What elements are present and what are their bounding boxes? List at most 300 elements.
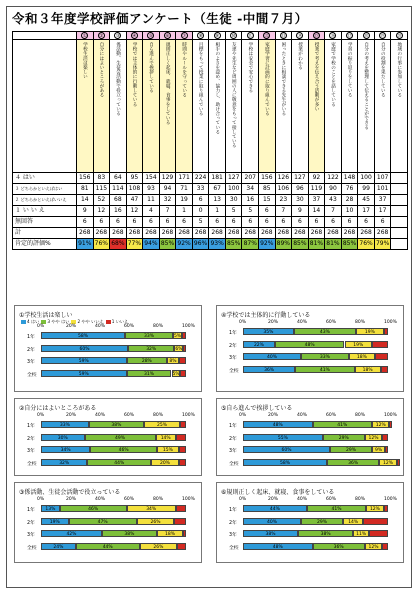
rate-cell: 92%	[259, 239, 276, 250]
bar-row	[27, 530, 186, 538]
bar-segment: 49%	[85, 434, 156, 441]
question-cell	[259, 40, 276, 173]
table-cell: 33	[192, 184, 209, 195]
bar-segment	[180, 421, 186, 428]
table-cell: 119	[308, 184, 325, 195]
question-number: ⑳	[396, 34, 402, 39]
table-cell: 96	[292, 184, 309, 195]
bar-segment: 36%	[327, 459, 379, 466]
question-number: ①	[82, 34, 87, 39]
table-cell: 85	[259, 184, 276, 195]
bar-segment: 11%	[353, 530, 369, 537]
bar-segment: 59%	[41, 357, 127, 364]
table-cell: 6	[341, 217, 358, 228]
question-text: 友達や先生など周囲の人に敬意をもって接している	[231, 42, 237, 148]
table-cell: 156	[77, 173, 94, 184]
axis-tick-label: 100%	[384, 497, 397, 502]
rate-cell: 76%	[358, 239, 375, 250]
table-cell: 17	[358, 206, 375, 217]
axis-tick-label: 20%	[268, 320, 279, 325]
bar-segment: 29%	[323, 434, 365, 441]
bar-row	[27, 543, 186, 551]
question-number-cell	[176, 32, 193, 40]
question-cell	[159, 40, 176, 173]
chart-title: ④学校では主体的に行動している	[221, 312, 311, 319]
question-cell	[374, 40, 391, 173]
question-text: 授業がわかる	[297, 42, 303, 70]
bar-segment	[176, 434, 186, 441]
bar-segment: 24%	[41, 543, 76, 550]
axis-tick-label: 80%	[153, 324, 164, 329]
axis-tick-label: 0%	[239, 320, 247, 325]
header-number-row	[13, 32, 408, 40]
table-cell: 114	[110, 184, 127, 195]
question-text: 地域の行事に参加している	[396, 42, 402, 98]
chart-panel	[14, 482, 202, 563]
row-label: ３ どちらかといえばはい	[13, 184, 77, 195]
legend-item: 4 はい	[21, 319, 39, 325]
question-cell	[93, 40, 110, 173]
category-label: 3年	[27, 360, 35, 365]
bar-segment: 13%	[41, 505, 60, 512]
category-label: 2年	[27, 436, 35, 442]
table-cell: 6	[209, 217, 226, 228]
bar-segment: 47%	[69, 518, 137, 525]
table-cell: 15	[259, 195, 276, 206]
question-number-cell	[275, 32, 292, 40]
table-cell: 19	[176, 195, 193, 206]
table-cell: 7	[325, 206, 342, 217]
table-cell: 94	[159, 184, 176, 195]
table-cell: 45	[358, 195, 375, 206]
bar-segment: 30%	[41, 434, 85, 441]
table-cell: 30	[292, 195, 309, 206]
question-number-cell	[110, 32, 127, 40]
rate-cell: 68%	[110, 239, 127, 250]
category-label: 1年	[27, 424, 35, 429]
question-number-cell	[225, 32, 242, 40]
bar-segment: 60%	[41, 345, 128, 352]
table-cell: 6	[292, 217, 309, 228]
question-cell	[242, 40, 259, 173]
bar-row	[229, 328, 388, 336]
table-cell: 95	[126, 173, 143, 184]
table-cell: 154	[143, 173, 160, 184]
axis-tick-label: 0%	[37, 413, 45, 418]
table-cell: 16	[242, 195, 259, 206]
category-label: 全校	[229, 461, 239, 467]
table-cell: 14	[77, 195, 94, 206]
table-cell: 171	[176, 173, 193, 184]
bar-segment: 46%	[60, 505, 127, 512]
axis-tick-label: 40%	[297, 320, 308, 325]
question-text: 自分の考えを整理して伝えることができる	[363, 42, 369, 130]
category-label: 全校	[229, 545, 239, 551]
bar-segment	[183, 530, 186, 537]
table-cell: 148	[341, 173, 358, 184]
chart-title: ⑥規則正しく起床、就寝、食事をしている	[221, 489, 335, 496]
rate-cell: 81%	[325, 239, 342, 250]
question-text: 授業で考えを伝え合う活動が多い	[314, 42, 320, 111]
rate-cell	[391, 239, 408, 250]
question-number: ⑬	[281, 34, 286, 39]
table-cell: 6	[93, 217, 110, 228]
table-cell	[391, 173, 408, 184]
table-cell: 156	[259, 173, 276, 184]
question-text: 係活動、生徒会活動で役立っている	[115, 42, 121, 116]
bar-segment: 12%	[365, 434, 382, 441]
bar-segment: 15%	[157, 446, 179, 453]
question-number-cell	[77, 32, 94, 40]
question-number: ⑲	[380, 34, 385, 39]
question-number: ⑪	[247, 34, 253, 39]
bar-row	[229, 353, 388, 361]
question-text: 規則正しく起床、就寝、食事をしている	[165, 42, 171, 125]
bar-segment	[369, 530, 388, 537]
question-number: ⑫	[264, 34, 270, 39]
rate-cell: 96%	[192, 239, 209, 250]
bar-segment	[183, 345, 186, 352]
question-number: ④	[132, 34, 137, 39]
table-cell: 5	[192, 217, 209, 228]
bar-segment: 18%	[349, 353, 375, 360]
bar-segment	[384, 328, 388, 335]
table-cell: 127	[292, 173, 309, 184]
axis-tick-label: 40%	[297, 497, 308, 502]
axis-tick-label: 100%	[182, 413, 195, 418]
question-number-cell	[292, 32, 309, 40]
category-label: 1年	[27, 508, 35, 513]
table-cell	[391, 206, 408, 217]
question-number: ⑦	[182, 34, 187, 39]
bar-segment	[372, 341, 388, 348]
axis-tick-label: 40%	[95, 497, 106, 502]
bar-segment	[179, 357, 186, 364]
question-number-cell	[192, 32, 209, 40]
table-cell: 68	[110, 195, 127, 206]
table-cell: 181	[209, 173, 226, 184]
table-cell: 16	[110, 206, 127, 217]
table-cell: 5	[225, 206, 242, 217]
table-cell: 268	[374, 228, 391, 239]
table-cell: 1	[176, 206, 193, 217]
table-cell: 108	[126, 184, 143, 195]
axis-tick-label: 80%	[355, 320, 366, 325]
category-label: 3年	[229, 356, 237, 361]
table-cell: 7	[275, 206, 292, 217]
category-label: 全校	[27, 461, 37, 467]
category-label: 3年	[229, 533, 237, 538]
table-cell: 43	[325, 195, 342, 206]
bar-segment: 40%	[243, 518, 301, 525]
table-cell: 268	[275, 228, 292, 239]
bar-segment	[385, 446, 388, 453]
table-cell: 32	[159, 195, 176, 206]
question-number-cell	[259, 32, 276, 40]
legend-item: 2 やや いいえ	[71, 319, 103, 325]
category-label: 3年	[27, 533, 35, 538]
table-cell: 1	[209, 206, 226, 217]
question-number: ⑰	[347, 34, 352, 39]
bar-segment: 41%	[295, 366, 354, 373]
table-cell: 268	[77, 228, 94, 239]
bar-row	[229, 446, 388, 454]
bar-row	[229, 505, 388, 513]
bar-segment: 14%	[156, 434, 176, 441]
question-cell	[225, 40, 242, 173]
rate-cell: 93%	[209, 239, 226, 250]
bar-segment	[182, 332, 186, 339]
table-cell: 6	[275, 217, 292, 228]
table-cell: 6	[225, 217, 242, 228]
rate-cell: 94%	[143, 239, 160, 250]
table-cell: 6	[126, 217, 143, 228]
question-cell	[275, 40, 292, 173]
bar-segment: 48%	[243, 421, 313, 428]
bar-segment	[180, 370, 186, 377]
row-label: ４ はい	[13, 173, 77, 184]
question-number-cell	[374, 32, 391, 40]
question-number-cell	[242, 32, 259, 40]
table-row	[13, 184, 408, 195]
chart-panel	[14, 398, 202, 476]
question-number: ③	[115, 34, 120, 39]
axis-tick-label: 100%	[384, 320, 397, 325]
bar-segment: 41%	[307, 505, 366, 512]
bar-segment	[176, 505, 186, 512]
table-cell: 81	[77, 184, 94, 195]
bar-segment: 33%	[125, 332, 173, 339]
table-cell: 90	[325, 184, 342, 195]
table-cell: 9	[292, 206, 309, 217]
question-text: 家庭で学校のことを話している	[330, 42, 336, 107]
question-number-cell	[209, 32, 226, 40]
axis-tick-label: 80%	[355, 413, 366, 418]
table-cell: 129	[159, 173, 176, 184]
bar-segment: 34%	[127, 505, 176, 512]
bar-segment: 12%	[372, 421, 389, 428]
chart-panel	[216, 305, 404, 392]
category-label: 2年	[27, 520, 35, 526]
table-cell	[391, 217, 408, 228]
table-cell: 64	[110, 173, 127, 184]
table-cell	[391, 184, 408, 195]
bar-row	[229, 459, 393, 467]
table-cell: 268	[341, 228, 358, 239]
question-number: ⑱	[363, 34, 369, 39]
category-label: 2年	[229, 436, 237, 442]
table-cell: 115	[93, 184, 110, 195]
bar-segment: 33%	[301, 353, 349, 360]
bar-segment	[375, 353, 388, 360]
chart-title: ③係活動、生徒会活動で役立っている	[19, 489, 121, 496]
row-label: １ い い え	[13, 206, 77, 217]
question-number: ⑭	[297, 34, 303, 39]
row-label: 無回答	[13, 217, 77, 228]
table-cell: 224	[192, 173, 209, 184]
axis-tick-label: 80%	[153, 497, 164, 502]
bar-segment: 29%	[301, 518, 343, 525]
table-cell: 268	[209, 228, 226, 239]
table-cell: 122	[325, 173, 342, 184]
table-cell: 207	[242, 173, 259, 184]
rate-cell: 85%	[341, 239, 358, 250]
rate-cell: 92%	[176, 239, 193, 250]
bar-segment: 38%	[89, 421, 144, 428]
rate-cell: 77%	[126, 239, 143, 250]
question-text: 困ったときに相談できる先生がいる	[280, 42, 286, 116]
table-cell: 99	[358, 184, 375, 195]
row-label: 計	[13, 228, 77, 239]
table-cell: 6	[374, 217, 391, 228]
bar-row	[27, 345, 186, 353]
table-row	[13, 206, 408, 217]
table-cell: 268	[159, 228, 176, 239]
question-cell	[110, 40, 127, 173]
table-cell: 268	[225, 228, 242, 239]
corner-cell-2	[13, 40, 77, 173]
bar-segment: 8%	[167, 357, 179, 364]
bar-segment: 29%	[330, 446, 372, 453]
table-cell: 101	[374, 184, 391, 195]
table-cell: 47	[126, 195, 143, 206]
bar-segment: 12%	[379, 459, 396, 466]
bar-segment: 40%	[243, 353, 301, 360]
table-cell: 11	[143, 195, 160, 206]
bar-segment: 32%	[128, 345, 174, 352]
bar-segment	[382, 434, 388, 441]
bar-segment: 28%	[127, 357, 168, 364]
bar-segment: 34%	[41, 446, 90, 453]
table-cell: 6	[77, 217, 94, 228]
rate-cell: 85%	[159, 239, 176, 250]
table-cell: 268	[192, 228, 209, 239]
table-cell: 28	[341, 195, 358, 206]
table-cell: 17	[374, 206, 391, 217]
bar-segment: 43%	[294, 328, 356, 335]
question-cell	[358, 40, 375, 173]
table-cell: 12	[93, 206, 110, 217]
question-text: 自分にはよいところがある	[98, 42, 104, 98]
question-text: 学校では主体的に行動している	[132, 42, 138, 107]
axis-tick-label: 100%	[182, 497, 195, 502]
bar-row	[27, 518, 186, 526]
table-cell: 12	[126, 206, 143, 217]
bar-segment: 19%	[345, 341, 373, 348]
bar-segment: 55%	[243, 434, 323, 441]
rate-row	[13, 239, 408, 250]
legend-swatch	[21, 320, 26, 324]
rate-cell: 81%	[308, 239, 325, 250]
bar-segment	[381, 366, 388, 373]
rate-cell: 85%	[292, 239, 309, 250]
bar-segment: 36%	[243, 366, 295, 373]
bar-segment: 22%	[243, 341, 275, 348]
bar-segment	[177, 543, 186, 550]
question-number: ⑥	[165, 34, 170, 39]
question-number: ⑯	[330, 34, 336, 39]
bar-segment: 18%	[355, 366, 381, 373]
rate-cell: 79%	[374, 239, 391, 250]
bar-segment: 58%	[243, 459, 327, 466]
bar-segment: 38%	[102, 530, 157, 537]
rate-cell: 87%	[242, 239, 259, 250]
bar-segment	[384, 505, 388, 512]
bar-segment: 38%	[243, 530, 298, 537]
question-text: 学校生活は楽しい	[82, 42, 88, 79]
page-title: 令和３年度学校評価アンケート（生徒 -中間７月）	[12, 11, 308, 26]
legend-swatch	[106, 320, 111, 324]
table-cell: 100	[225, 184, 242, 195]
question-cell	[209, 40, 226, 173]
question-cell	[308, 40, 325, 173]
table-cell: 34	[242, 184, 259, 195]
axis-tick-label: 0%	[37, 497, 45, 502]
axis-tick-label: 40%	[95, 413, 106, 418]
axis-tick-label: 20%	[66, 324, 77, 329]
bar-row	[27, 459, 186, 467]
category-label: 2年	[229, 520, 237, 526]
bar-segment: 35%	[243, 328, 294, 335]
table-cell: 6	[259, 217, 276, 228]
question-text: 家庭学習に計画的に取り組んでいる	[264, 42, 270, 116]
table-cell: 6	[159, 217, 176, 228]
question-cell	[391, 40, 408, 173]
question-number: ⑨	[215, 34, 220, 39]
axis-tick-label: 100%	[384, 413, 397, 418]
corner-cell	[13, 32, 77, 40]
table-cell: 10	[341, 206, 358, 217]
bar-segment: 26%	[137, 518, 175, 525]
bar-segment: 5%	[172, 371, 180, 377]
category-label: 1年	[229, 508, 237, 513]
table-cell: 268	[292, 228, 309, 239]
category-label: 1年	[27, 335, 35, 340]
question-number: ⑩	[231, 34, 236, 39]
table-cell: 76	[341, 184, 358, 195]
rate-cell: 91%	[77, 239, 94, 250]
axis-tick-label: 80%	[153, 413, 164, 418]
question-number-cell	[159, 32, 176, 40]
question-number-cell	[143, 32, 160, 40]
bar-row	[27, 505, 186, 513]
question-text: 自分の役割を果たしている	[380, 42, 386, 98]
table-cell: 37	[308, 195, 325, 206]
category-label: 1年	[229, 424, 237, 429]
rate-cell: 85%	[225, 239, 242, 250]
bar-row	[229, 518, 388, 526]
bar-segment: 32%	[41, 459, 87, 466]
table-cell: 23	[275, 195, 292, 206]
bar-segment	[179, 459, 186, 466]
table-cell: 6	[242, 217, 259, 228]
bar-segment: 18%	[157, 530, 183, 537]
bar-segment: 6%	[175, 346, 183, 352]
axis-tick-label: 80%	[355, 497, 366, 502]
bar-segment	[389, 421, 392, 428]
question-number-cell	[341, 32, 358, 40]
table-cell: 4	[143, 206, 160, 217]
bar-segment: 19%	[41, 518, 69, 525]
table-row	[13, 228, 408, 239]
bar-row	[27, 370, 186, 378]
question-cell	[77, 40, 94, 173]
question-cell	[192, 40, 209, 173]
axis-tick-label: 60%	[326, 413, 337, 418]
table-cell: 37	[374, 195, 391, 206]
table-cell: 71	[176, 184, 193, 195]
rate-cell: 89%	[275, 239, 292, 250]
